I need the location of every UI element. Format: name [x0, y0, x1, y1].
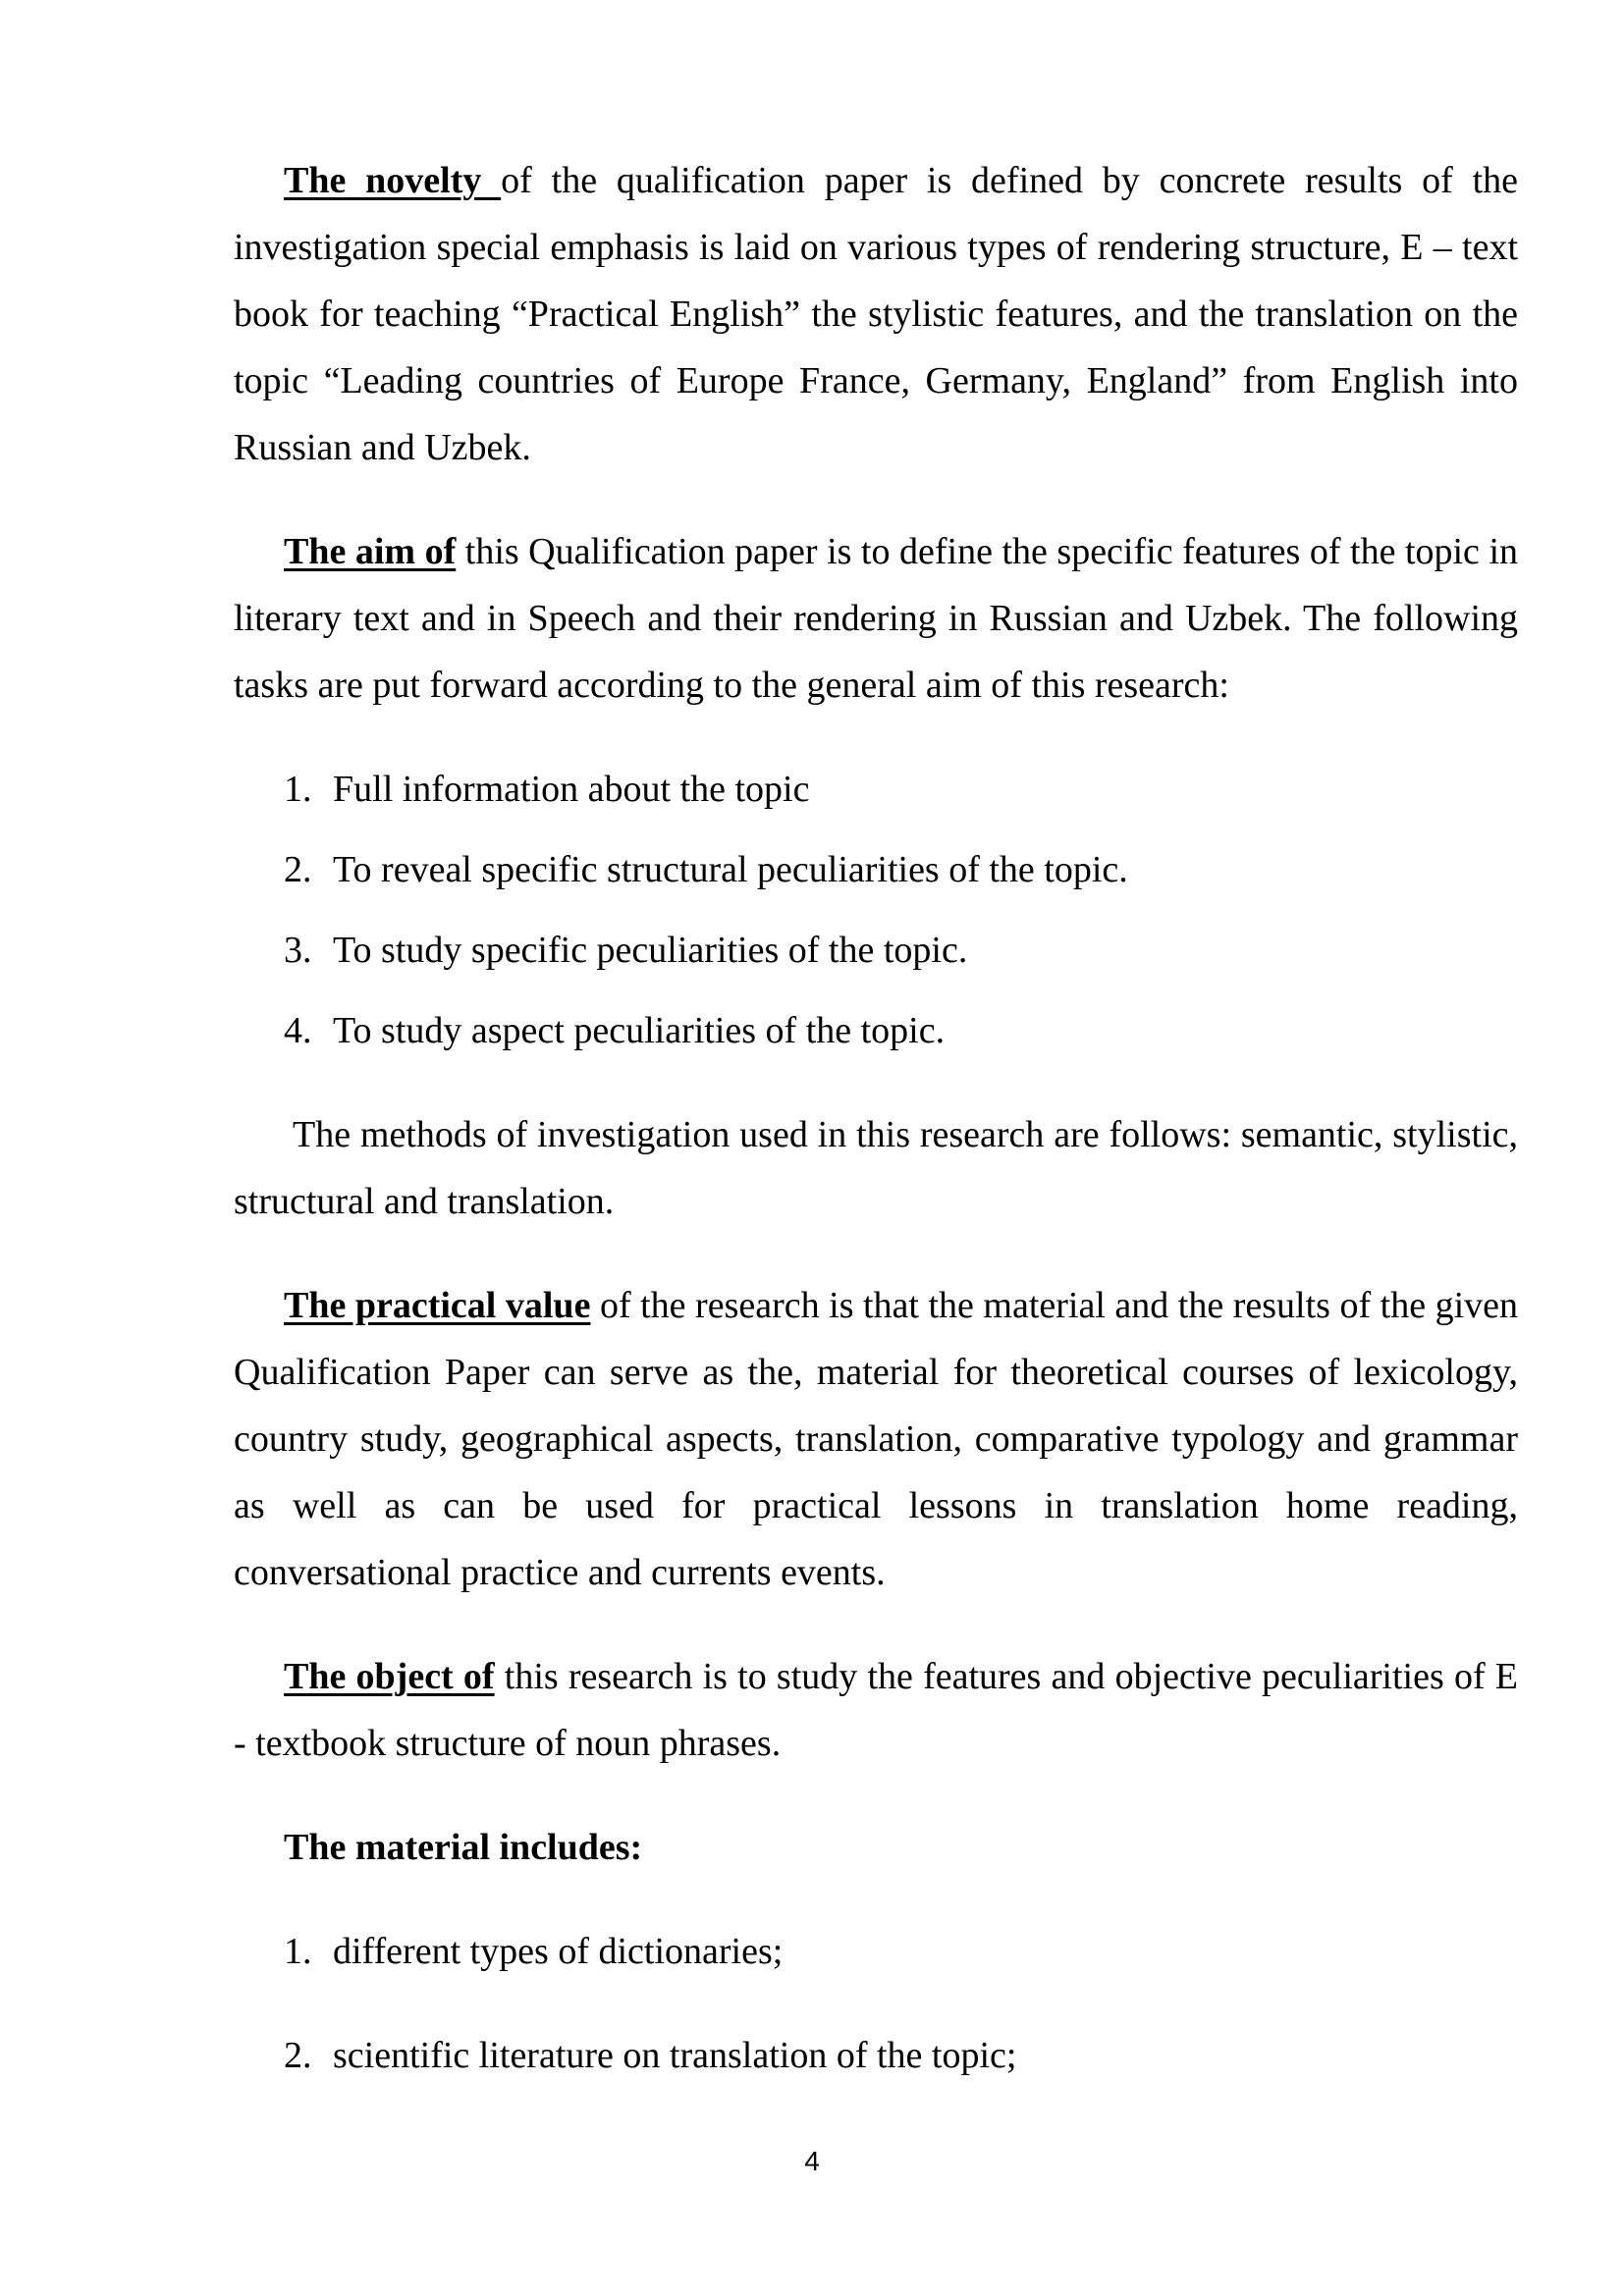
practical-value-lead: The practical value — [284, 1285, 591, 1326]
document-body — [234, 147, 1518, 2126]
list-item — [284, 1918, 1518, 1985]
list-item — [284, 756, 1518, 823]
methods-text: The methods of investigation used in this research are follows: semantic, stylistic, structural and translation. — [234, 1114, 1518, 1222]
list-item-number: 1. — [284, 1931, 312, 1972]
list-item-number: 1. — [284, 769, 312, 810]
novelty-lead: The novelty — [284, 160, 502, 201]
practical-value-text: of the research is that the material and the results of the given Qualification Paper can serve as the, material for theoretical courses of lexicology, country study, geographical aspects, translation, comparative typology and grammar as well as can be used for practical lessons in translation home reading, conversational practice and currents events. — [234, 1285, 1518, 1593]
object-lead: The object of — [284, 1656, 495, 1697]
novelty-paragraph — [234, 147, 1518, 481]
object-text: this research is to study the features and objective peculiarities of E - textbook structure of noun phrases. — [234, 1656, 1518, 1764]
list-item — [284, 917, 1518, 984]
list-item-number: 4. — [284, 1010, 312, 1051]
list-item — [284, 836, 1518, 903]
methods-paragraph — [234, 1101, 1518, 1235]
list-item-text: To study aspect peculiarities of the topic. — [333, 1010, 946, 1051]
object-paragraph — [234, 1643, 1518, 1777]
list-item-text: different types of dictionaries; — [333, 1931, 784, 1972]
page-number: 4 — [804, 2146, 820, 2176]
list-item-number: 2. — [284, 2035, 312, 2076]
list-item — [284, 2022, 1518, 2089]
list-item-text: To reveal specific structural peculiarities of the topic. — [333, 849, 1128, 890]
list-item — [284, 997, 1518, 1064]
list-item-number: 2. — [284, 849, 312, 890]
practical-value-paragraph — [234, 1272, 1518, 1606]
tasks-list — [234, 756, 1518, 1064]
list-item-text: Full information about the topic — [333, 769, 810, 810]
material-heading: The material includes: — [284, 1827, 643, 1868]
material-list — [234, 1918, 1518, 2089]
novelty-text: of the qualification paper is defined by concrete results of the investigation special emphasis is laid on various types of rendering structure, E – text book for teaching “Practical English” the stylistic features, and the translation on the topic “Leading countries of Europe France, Germany, England” from English into Russian and Uzbek. — [234, 160, 1518, 468]
list-item-number: 3. — [284, 930, 312, 971]
aim-lead: The aim of — [284, 531, 457, 572]
list-item-text: scientific literature on translation of the topic; — [333, 2035, 1017, 2076]
aim-paragraph — [234, 518, 1518, 719]
list-item-text: To study specific peculiarities of the topic. — [333, 930, 968, 971]
aim-text: this Qualification paper is to define the specific features of the topic in literary text and in Speech and their rendering in Russian and Uzbek. The following tasks are put forward according to the general aim of this research: — [234, 531, 1518, 706]
